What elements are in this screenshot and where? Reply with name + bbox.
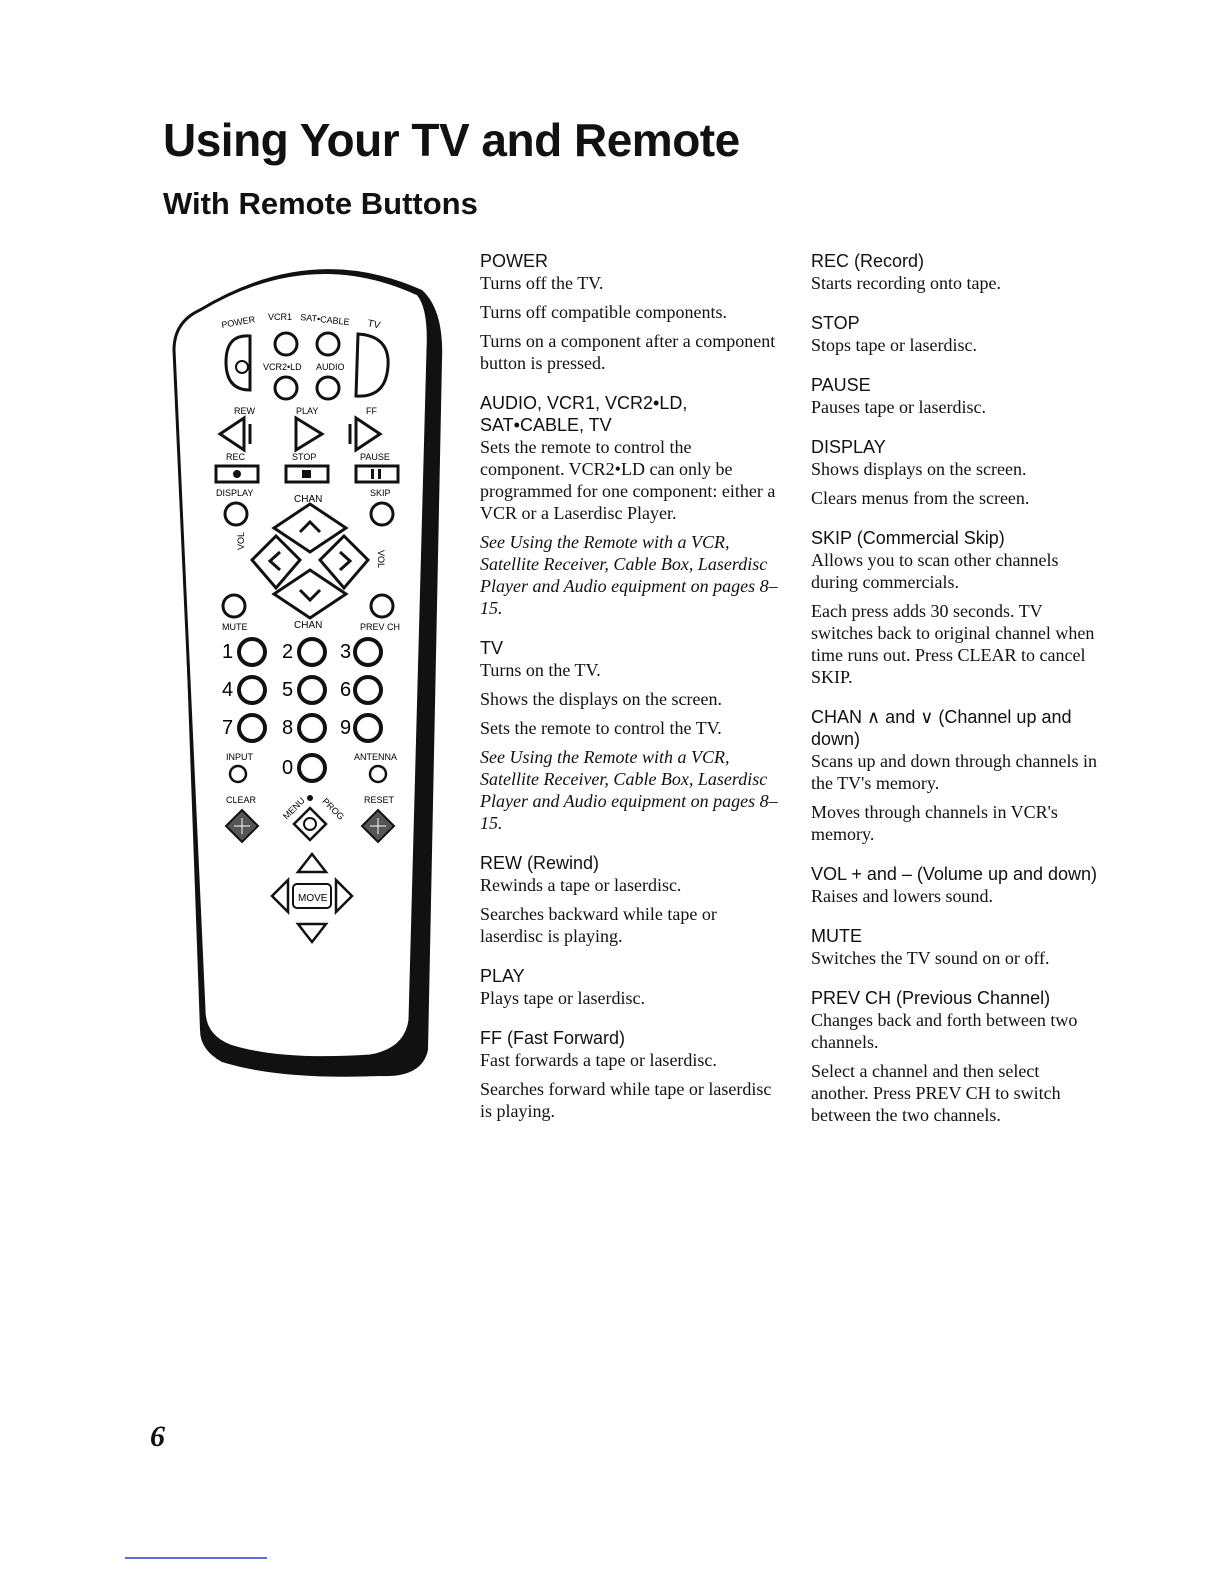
power-label: POWER (220, 314, 256, 330)
digit-1: 1 (222, 641, 234, 663)
entry-power (480, 250, 780, 374)
entry-text: Plays tape or laserdisc. (480, 988, 645, 1008)
entry-heading: FF (Fast Forward) (480, 1028, 626, 1048)
chan-top-label: CHAN (294, 494, 323, 505)
input-label: INPUT (226, 752, 253, 762)
digit-7: 7 (222, 717, 234, 739)
vcr1-label: VCR1 (268, 312, 293, 322)
entry-text: Starts recording onto tape. (811, 273, 1001, 293)
remote-drawing (160, 250, 460, 1090)
entry-text: Each press adds 30 seconds. TV switches back to original channel when time runs out. Press CLEAR to cancel SKIP. (811, 601, 1095, 687)
entry-text: Allows you to scan other channels during commercials. (811, 550, 1059, 592)
prog-label: PROG (320, 796, 347, 822)
pause-label: PAUSE (360, 452, 390, 462)
play-label: PLAY (296, 406, 319, 416)
entry-heading: PREV CH (Previous Channel) (811, 988, 1051, 1008)
vcr2ld-label: VCR2•LD (263, 362, 302, 372)
mute-label: MUTE (222, 622, 248, 632)
rec-label: REC (226, 452, 246, 462)
entry-text: Turns on the TV. (480, 660, 601, 680)
chan-bottom-label: CHAN (294, 620, 323, 631)
remote-body (174, 272, 428, 1057)
prevch-label: PREV CH (360, 622, 401, 632)
entry-heading: PLAY (480, 966, 525, 986)
digit-9: 9 (340, 717, 352, 739)
entry-display (811, 436, 1101, 509)
entry-text: Shows the displays on the screen. (480, 689, 722, 709)
page-number: 6 (150, 1420, 165, 1453)
digit-4: 4 (222, 679, 234, 701)
tv-label: TV (366, 318, 382, 332)
entry-text: Searches backward while tape or laserdisc is playing. (480, 904, 717, 946)
entry-text: Searches forward while tape or laserdisc is playing. (480, 1079, 772, 1121)
entry-rec (811, 250, 1101, 294)
entry-text: Switches the TV sound on or off. (811, 948, 1050, 968)
entry-ff (480, 1027, 780, 1122)
footer-rule (125, 1557, 267, 1559)
entry-prevch (811, 987, 1101, 1126)
entry-rew (480, 852, 780, 947)
entry-heading: DISPLAY (811, 437, 886, 457)
column-right (811, 250, 1101, 1144)
display-label: DISPLAY (216, 488, 254, 498)
entry-text: Clears menus from the screen. (811, 488, 1030, 508)
menu-label: MENU (280, 795, 307, 822)
entry-heading: REC (Record) (811, 251, 925, 271)
digit-3: 3 (340, 641, 352, 663)
rew-label: REW (234, 406, 255, 416)
entry-mute (811, 925, 1101, 969)
entry-chan (811, 706, 1101, 845)
ff-label: FF (366, 406, 377, 416)
digit-2: 2 (282, 641, 294, 663)
digit-8: 8 (282, 717, 294, 739)
entry-text: Select a channel and then select another. Press PREV CH to switch between the two channels. (811, 1061, 1061, 1125)
satcable-label: SAT•CABLE (299, 312, 351, 328)
remote-illustration (160, 250, 460, 1090)
entry-stop (811, 312, 1101, 356)
entry-play (480, 965, 780, 1009)
column-left (480, 250, 780, 1140)
entry-text: Turns on a component after a component button is pressed. (480, 331, 776, 373)
entry-text: Sets the remote to control the TV. (480, 718, 722, 738)
entry-text: Turns off the TV. (480, 273, 604, 293)
move-label: MOVE (298, 893, 328, 904)
vol-left-label: VOL (236, 531, 246, 550)
entry-skip (811, 527, 1101, 688)
entry-tv (480, 637, 780, 834)
entry-text: Rewinds a tape or laserdisc. (480, 875, 682, 895)
entry-reference: See Using the Remote with a VCR, Satellite Receiver, Cable Box, Laserdisc Player and Audio equipment on pages 8–15. (480, 532, 778, 618)
entry-heading: POWER (480, 251, 549, 271)
entry-text: Raises and lowers sound. (811, 886, 993, 906)
entry-heading: STOP (811, 313, 860, 333)
entry-reference: See Using the Remote with a VCR, Satellite Receiver, Cable Box, Laserdisc Player and Audio equipment on pages 8–15. (480, 747, 778, 833)
page-title: Using Your TV and Remote (163, 114, 740, 166)
entry-heading: TV (480, 638, 504, 658)
digit-0: 0 (282, 757, 294, 779)
entry-heading: VOL + and – (Volume up and down) (811, 864, 1098, 884)
audio-label: AUDIO (316, 362, 345, 372)
entry-text: Turns off compatible components. (480, 302, 727, 322)
entry-heading: REW (Rewind) (480, 853, 600, 873)
clear-label: CLEAR (226, 795, 257, 805)
entry-text: Stops tape or laserdisc. (811, 335, 977, 355)
vol-right-label: VOL (376, 550, 386, 569)
entry-text: Fast forwards a tape or laserdisc. (480, 1050, 717, 1070)
entry-heading: SKIP (Commercial Skip) (811, 528, 1005, 548)
stop-label: STOP (292, 452, 317, 462)
entry-text: Changes back and forth between two channels. (811, 1010, 1078, 1052)
entry-component-buttons (480, 392, 780, 619)
entry-text: Pauses tape or laserdisc. (811, 397, 986, 417)
entry-heading: MUTE (811, 926, 862, 946)
entry-text: Sets the remote to control the component. VCR2•LD can only be programmed for one component: either a VCR or a Laserdisc Player. (480, 437, 776, 523)
entry-text: Moves through channels in VCR's memory. (811, 802, 1058, 844)
entry-heading: PAUSE (811, 375, 871, 395)
page-subtitle: With Remote Buttons (163, 186, 478, 221)
reset-label: RESET (364, 795, 395, 805)
entry-heading: CHAN ∧ and ∨ (Channel up and down) (811, 707, 1072, 749)
skip-label: SKIP (370, 488, 391, 498)
digit-6: 6 (340, 679, 352, 701)
antenna-label: ANTENNA (354, 752, 398, 762)
entry-text: Scans up and down through channels in the TV's memory. (811, 751, 1097, 793)
entry-heading: AUDIO, VCR1, VCR2•LD, SAT•CABLE, TV (480, 393, 688, 435)
entry-vol (811, 863, 1101, 907)
digit-5: 5 (282, 679, 294, 701)
entry-pause (811, 374, 1101, 418)
entry-text: Shows displays on the screen. (811, 459, 1027, 479)
